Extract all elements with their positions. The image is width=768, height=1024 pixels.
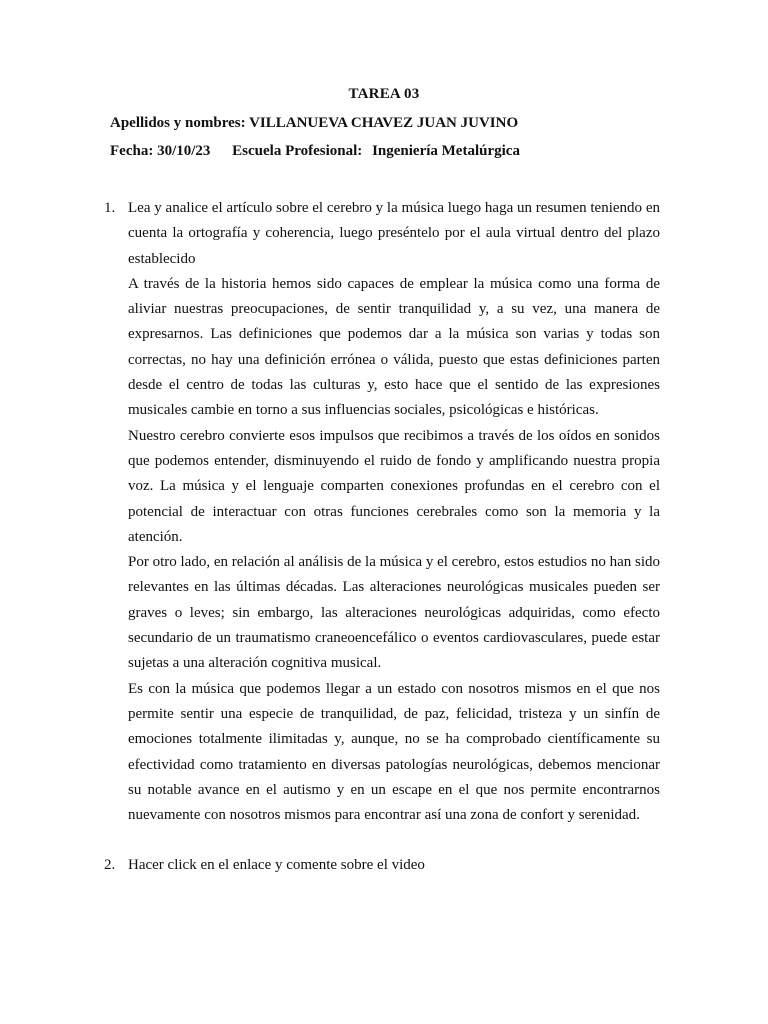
question-number: 2. xyxy=(104,857,116,874)
answer-paragraph: A través de la historia hemos sido capaces de emplear la música como una forma de aliviar nuestras preocupaciones, de sentir tranquilidad y, a su vez, una manera de expresarnos. Las definiciones que podemos dar a la música son varias y todas son correctas, no hay una definición errónea o válida, puesto que estas definiciones parten desde el centro de todas las culturas y, esto hace que el sentido de las expresiones musicales cambie en torno a sus influencias sociales, psicológicas e históricas. xyxy=(128,275,660,419)
date-school-line xyxy=(110,143,520,160)
question-number: 1. xyxy=(104,200,116,216)
answer-paragraph: Es con la música que podemos llegar a un estado con nosotros mismos en el que nos permite sentir una especie de tranquilidad, de paz, felicidad, tristeza y un sinfín de emociones totalmente ilimitadas y, aunque, no se ha comprobado científicamente su efectividad como tratamiento en diversas patologías neurológicas, debemos mencionar su notable avance en el autismo y en un escape en el que nos permite encontrarnos nuevamente con nosotros mismos para encontrar así una zona de confort y serenidad. xyxy=(128,680,660,824)
date-label: Fecha: xyxy=(110,143,154,159)
student-name-line xyxy=(110,115,518,132)
question-list xyxy=(104,196,660,879)
school-label: Escuela Profesional: xyxy=(232,143,363,159)
question-item xyxy=(104,196,660,828)
question-text: Hacer click en el enlace y comente sobre el video xyxy=(128,857,425,874)
name-value: VILLANUEVA CHAVEZ JUAN JUVINO xyxy=(249,115,519,131)
question-text: Lea y analice el artículo sobre el cerebro y la música luego haga un resumen teniendo en cuenta la ortografía y coherencia, luego preséntelo por el aula virtual dentro del plazo establecido xyxy=(128,200,660,267)
document-title: TAREA 03 xyxy=(348,86,420,102)
question-item xyxy=(104,853,660,878)
answer-paragraph: Por otro lado, en relación al análisis de la música y el cerebro, estos estudios no han sido relevantes en las últimas décadas. Las alteraciones neurológicas musicales pueden ser graves o leves; sin embargo, las alteraciones neurológicas adquiridas, como efecto secundario de un traumatismo craneoencefálico o eventos cardiovasculares, puede estar sujetas a una alteración cognitiva musical. xyxy=(128,554,660,672)
school-value: Ingeniería Metalúrgica xyxy=(372,143,520,159)
name-label: Apellidos y nombres: xyxy=(110,115,246,131)
date-value: 30/10/23 xyxy=(157,143,211,159)
answer-paragraph: Nuestro cerebro convierte esos impulsos que recibimos a través de los oídos en sonidos que podemos entender, disminuyendo el ruido de fondo y amplificando nuestra propia voz. La música y el lenguaje comparten conexiones profundas en el cerebro con el potencial de interactuar con otras funciones cerebrales como son la memoria y la atención. xyxy=(128,427,660,545)
